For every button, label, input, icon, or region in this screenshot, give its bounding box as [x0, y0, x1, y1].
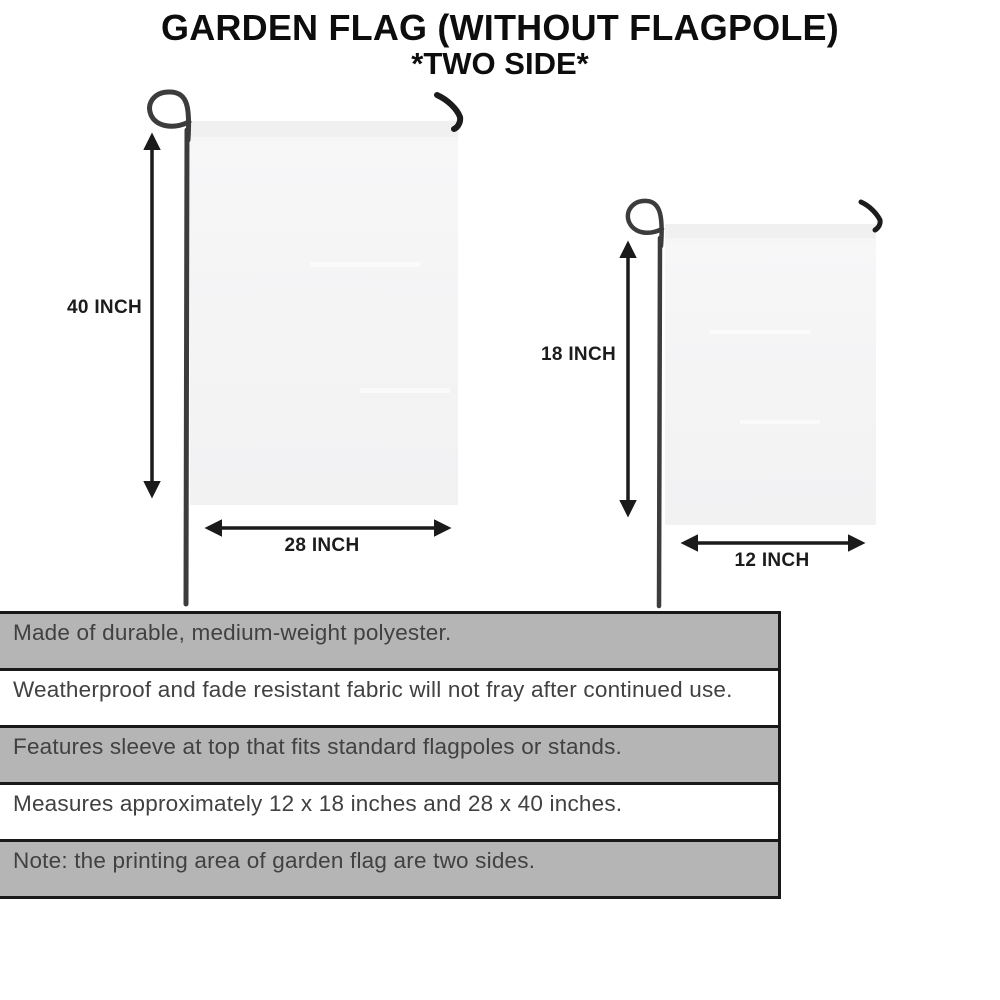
small-flag-wrinkle [710, 330, 810, 334]
small-flag-width-label: 12 INCH [734, 550, 810, 571]
small-flagpole [659, 238, 660, 606]
feature-row-note: Note: the printing area of garden flag are two sides. [0, 839, 781, 899]
feature-row-material: Made of durable, medium-weight polyester. [0, 611, 781, 671]
large-flag-width-label: 28 INCH [284, 535, 360, 556]
small-flag-sleeve [665, 224, 876, 238]
large-flag-sleeve [190, 121, 458, 137]
feature-row-weatherproof: Weatherproof and fade resistant fabric will not fray after continued use. [0, 668, 781, 728]
large-flagpole [186, 130, 187, 604]
large-flag-wrinkle [310, 262, 420, 267]
feature-row-sleeve: Features sleeve at top that fits standard flagpoles or stands. [0, 725, 781, 785]
large-flag-panel [190, 121, 458, 505]
large-flagpole-loop [150, 92, 189, 140]
small-flag-panel [665, 224, 876, 525]
large-flag-height-label: 40 INCH [67, 297, 142, 318]
page-title: GARDEN FLAG (WITHOUT FLAGPOLE) [161, 7, 839, 48]
feature-row-measurements: Measures approximately 12 x 18 inches and 28 x 40 inches. [0, 782, 781, 842]
large-flag-wrinkle [360, 388, 450, 393]
large-flag [150, 92, 461, 604]
small-flag-wrinkle [740, 420, 820, 424]
feature-list [0, 611, 781, 899]
small-flag-height-label: 18 INCH [541, 344, 616, 365]
page-subtitle: *TWO SIDE* [411, 46, 589, 81]
small-flagpole-loop [628, 201, 662, 246]
small-flag [628, 201, 880, 606]
